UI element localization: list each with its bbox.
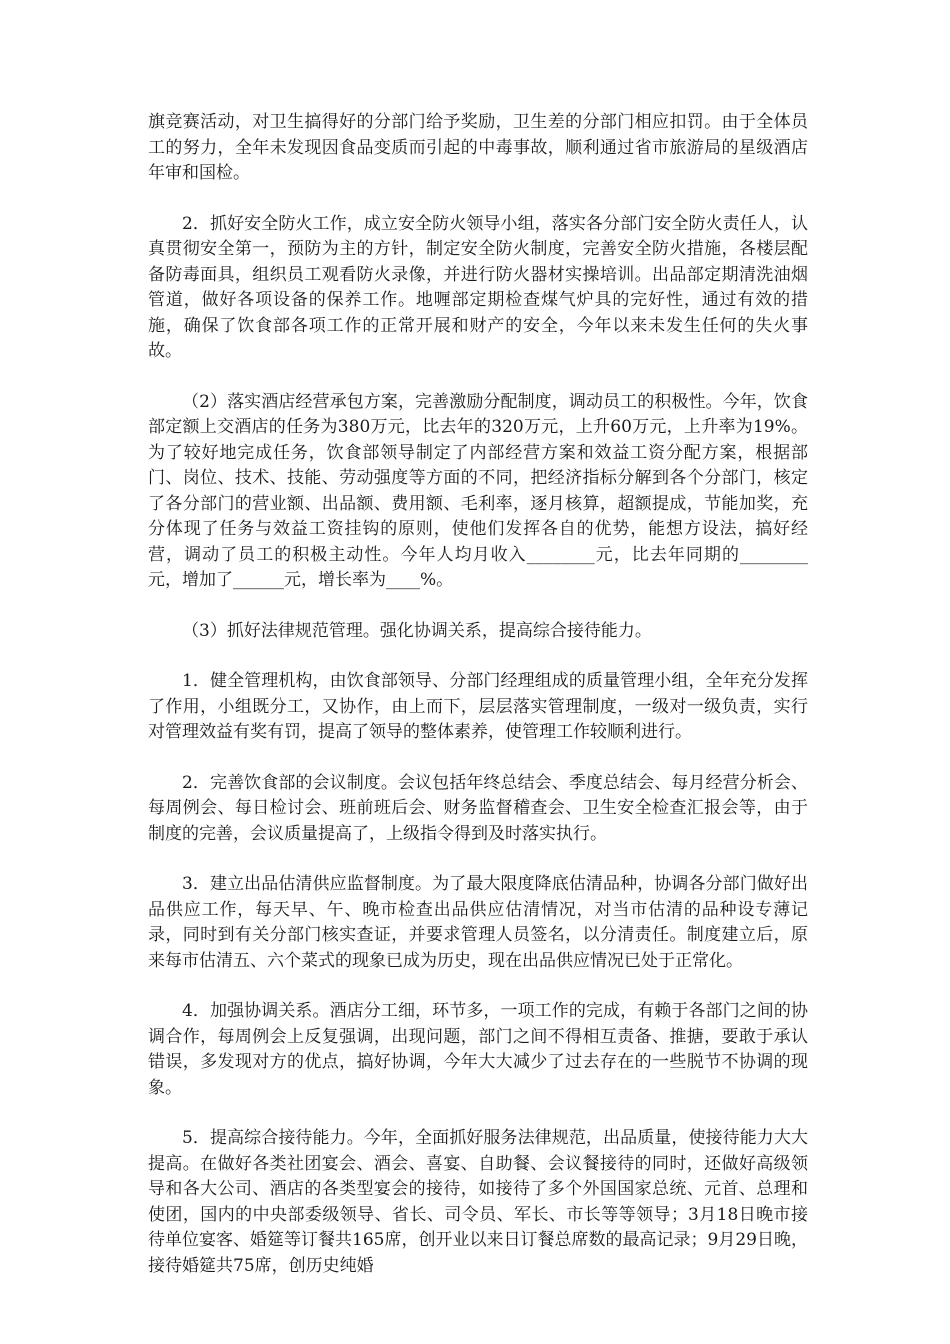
paragraph-fire-safety: 2．抓好安全防火工作，成立安全防火领导小组，落实各分部门安全防火责任人，认真贯彻安全第一，预防为主的方针，制定安全防火制度，完善安全防火措施，各楼层配备防毒面具，组织员工观看防火录像，并进行防火器材实操培训。出品部定期清洗油烟管道，做好各项设备的保养工作。地喱部定期检查煤气炉具的完好性，通过有效的措施，确保了饮食部各项工作的正常开展和财产的安全，今年以来未发生任何的失火事故。 — [148, 213, 808, 361]
paragraph-meeting-system: 2．完善饮食部的会议制度。会议包括年终总结会、季度总结会、每月经营分析会、每周例会、每日检讨会、班前班后会、财务监督稽查会、卫生安全检查汇报会等，由于制度的完善，会议质量提高了，上级指令得到及时落实执行。 — [148, 772, 808, 844]
paragraph-coordination: 4．加强协调关系。酒店分工细，环节多，一项工作的完成，有赖于各部门之间的协调合作，每周例会上反复强调，出现问题，部门之间不得相互责备、推搪，要敢于承认错误，多发现对方的优点，搞好协调，今年大大减少了过去存在的一些脱节不协调的现象。 — [148, 1001, 808, 1098]
paragraph-incentive-distribution: （2）落实酒店经营承包方案，完善激励分配制度，调动员工的积极性。今年，饮食部定额上交酒店的任务为380万元，比去年的320万元，上升60万元，上升率为19%。为了较好地完成任务，饮食部领导制定了内部经营方案和效益工资分配方案，根据部门、岗位、技术、技能、劳动强度等方面的不同，把经济指标分解到各个分部门，核定了各分部门的营业额、出品额、费用额、毛利率，逐月核算，超额提成，节能加奖，充分体现了任务与效益工资挂钩的原则，使他们发挥各自的优势，能想方设法，搞好经营，调动了员工的积极主动性。今年人均月收入________元，比去年同期的________元，增加了______元，增长率为____%。 — [148, 391, 808, 590]
paragraph-management-structure: 1．健全管理机构，由饮食部领导、分部门经理组成的质量管理小组，全年充分发挥了作用，小组既分工，又协作，由上而下，层层落实管理制度，一级对一级负责，实行对管理效益有奖有罚，提高了领导的整体素养，使管理工作较顺利进行。 — [148, 671, 808, 742]
paragraph-hygiene-summary: 旗竞赛活动，对卫生搞得好的分部门给予奖励，卫生差的分部门相应扣罚。由于全体员工的努力，全年未发现因食品变质而引起的中毒事故，顺利通过省市旅游局的星级酒店年审和国检。 — [148, 112, 808, 183]
paragraph-supply-supervision: 3．建立出品估清供应监督制度。为了最大限度降底估清品种，协调各分部门做好出品供应工作，每天早、午、晚市检查出品供应估清情况，对当市估清的品种设专薄记录，同时到有关分部门核实查证，并要求管理人员签名，以分清责任。制度建立后，原来每市估清五、六个菜式的现象已成为历史，现在出品供应情况已处于正常化。 — [148, 874, 808, 971]
paragraph-legal-management-heading: （3）抓好法律规范管理。强化协调关系，提高综合接待能力。 — [182, 620, 652, 641]
document-body — [148, 110, 808, 1279]
paragraph-reception-capacity: 5．提高综合接待能力。今年，全面抓好服务法律规范，出品质量，使接待能力大大提高。在做好各类社团宴会、酒会、喜宴、自助餐、会议餐接待的同时，还做好高级领导和各大公司、酒店的各类型宴会的接待，如接待了多个外国国家总统、元首、总理和使团，国内的中央部委级领导、省长、司令员、军长、市长等等领导；3月18日晚市接待单位宴客、婚筵等订餐共165席，创开业以来日订餐总席数的最高记录；9月29日晚，接待婚筵共75席，创历史纯婚 — [148, 1128, 808, 1276]
